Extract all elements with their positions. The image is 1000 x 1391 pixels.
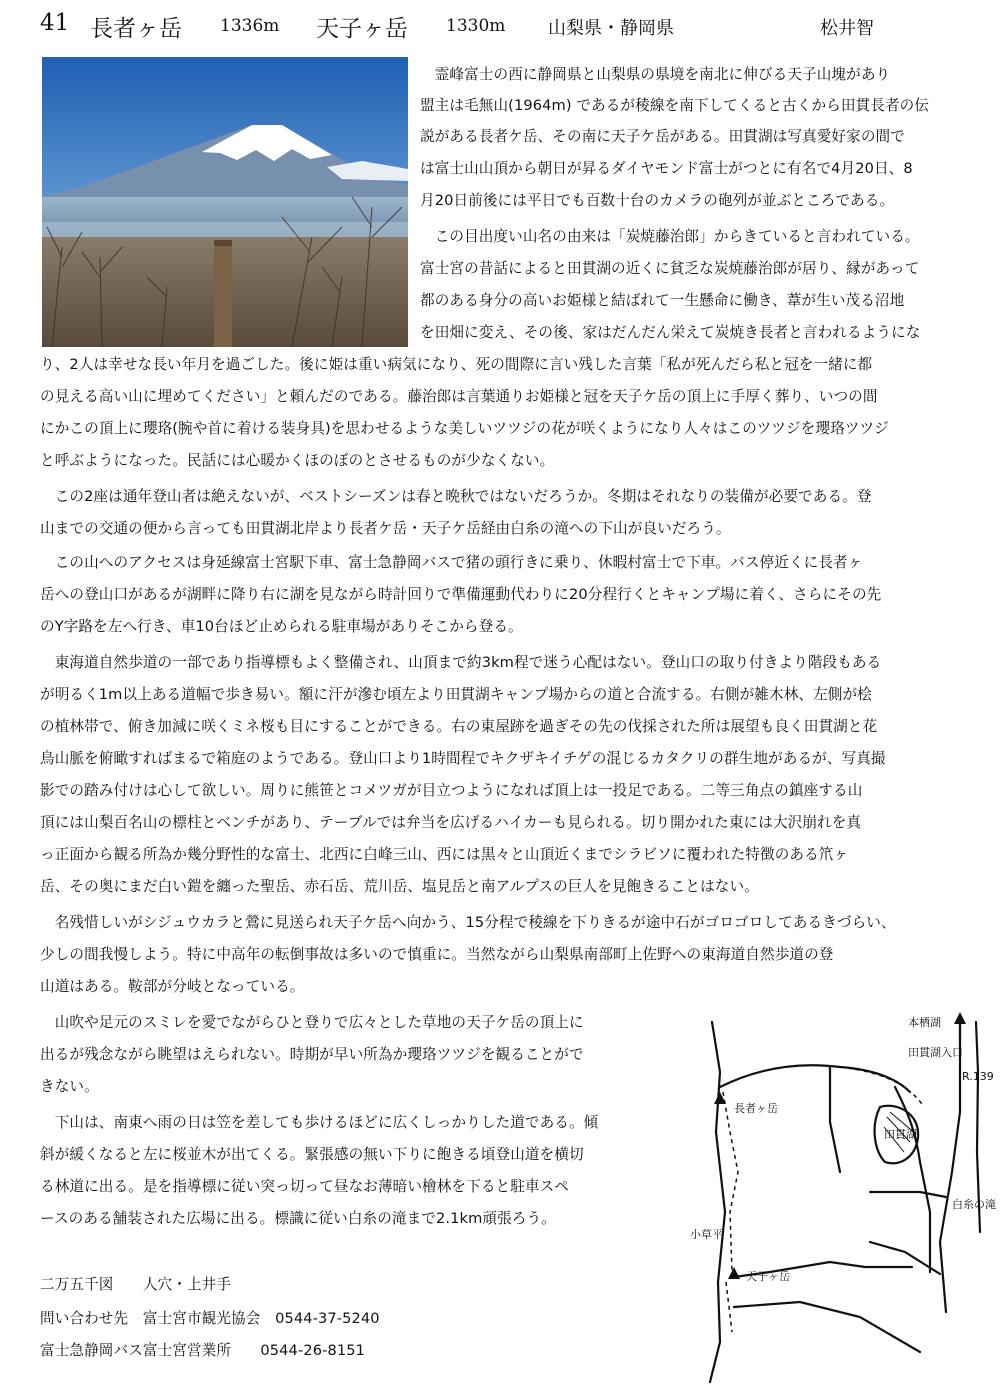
text-line: きない。	[40, 1078, 99, 1095]
text-line: この山へのアクセスは身延線富士宮駅下車、富士急静岡バスで猪の頭行きに乗り、休暇村富士で下車。バス停近くに長者ヶ	[40, 554, 863, 571]
prefectures: 山梨県・静岡県	[548, 18, 674, 39]
text-line: 名残惜しいがシジュウカラと鶯に見送られ天子ケ岳へ向かう、15分程で稜線を下りきるが途中石がゴロゴロしてあるきづらい、	[40, 914, 896, 931]
map-label-shiraito: 白糸の滝	[952, 1198, 996, 1211]
map-label-tanukiko: 田貫湖	[884, 1128, 917, 1141]
mount-fuji-photo	[42, 57, 408, 347]
elevation-1: 1336m	[220, 16, 280, 36]
text-line: 霊峰富士の西に静岡県と山梨県の県境を南北に伸びる天子山塊があり	[420, 66, 891, 83]
text-line: 都のある身分の高いお姫様と結ばれて一生懸命に働き、葦が生い茂る沼地	[420, 292, 905, 309]
text-line: は富士山山頂から朝日が昇るダイヤモンド富士がつとに有名で4月20日、8	[420, 160, 913, 177]
text-line: る林道に出る。是を指導標に従い突っ切って昼なお薄暗い檜林を下ると駐車スペ	[40, 1178, 569, 1195]
text-line: 影での踏み付けは心して欲しい。周りに熊笹とコメツガが目立つようになれば頂上は一投足である。二等三角点の鎮座する山	[40, 782, 863, 799]
text-line: が明るく1m以上ある道幅で歩き易い。額に汗が滲む頃左より田貫湖キャンプ場からの道と合流する。右側が雑木林、左側が桧	[40, 686, 872, 703]
text-line: にかこの頂上に瓔珞(腕や首に着ける装身具)を思わせるような美しいツツジの花が咲くようになり人々はこのツツジを瓔珞ツツジ	[40, 420, 889, 437]
map-label-tanuki-entrance: 田貫湖入口	[908, 1046, 963, 1059]
text-line: 盟主は毛無山(1964m) であるが稜線を南下してくると古くから田貫長者の伝	[420, 97, 929, 114]
text-line: の見える高い山に埋めてください」と頼んだのである。藤治郎は言葉通りお姫様と冠を天子ケ岳の頂上に手厚く葬り、いつの間	[40, 388, 878, 405]
text-line: 山吹や足元のスミレを愛でながらひと登りで広々とした草地の天子ケ岳の頂上に	[40, 1014, 584, 1031]
map-label-chojagatake: 長者ヶ岳	[734, 1102, 778, 1115]
map-label-tenshigatake: 天子ヶ岳	[746, 1270, 790, 1283]
author: 松井智	[820, 18, 874, 39]
map-label-motosu: 本栖湖	[908, 1016, 941, 1029]
mountain-name-2: 天子ヶ岳	[316, 16, 408, 42]
text-line: 頂には山梨百名山の標柱とベンチがあり、テーブルでは弁当を広げるハイカーも見られる。切り開かれた東には大沢崩れを真	[40, 814, 862, 831]
text-line: 下山は、南東へ雨の日は笠を差しても歩けるほどに広くしっかりした道である。傾	[40, 1114, 599, 1131]
text-line: 富士宮の昔話によると田貫湖の近くに貧乏な炭焼藤治郎が居り、縁があって	[420, 260, 920, 277]
text-line: 説がある長者ケ岳、その南に天子ケ岳がある。田貫湖は写真愛好家の間で	[420, 128, 905, 145]
chapter-number: 41	[40, 10, 70, 36]
mountain-name-1: 長者ヶ岳	[90, 16, 182, 42]
map-sheet-info: 二万五千図 人穴・上井手	[40, 1276, 232, 1293]
text-line: この2座は通年登山者は絶えないが、ベストシーズンは春と晩秋ではないだろうか。冬期はそれなりの装備が必要である。登	[40, 488, 872, 505]
contact-bus: 富士急静岡バス富士宮営業所 0544-26-8151	[40, 1342, 365, 1359]
text-line: 斜が緩くなると左に桜並木が出てくる。緊張感の無い下りに飽きる頃登山道を横切	[40, 1146, 584, 1163]
text-line: 山までの交通の便から言っても田貫湖北岸より長者ケ岳・天子ケ岳経由白糸の滝への下山が良いだろう。	[40, 520, 731, 537]
elevation-2: 1330m	[446, 16, 506, 36]
text-line: この目出度い山名の由来は「炭焼藤治郎」からきていると言われている。	[420, 228, 920, 245]
text-line: と呼ぶようになった。民話には心暖かくほのぼのとさせるものが少なくない。	[40, 452, 555, 469]
map-label-kusadaira: 小草平	[690, 1228, 723, 1241]
text-line: のY字路を左へ行き、車10台ほど止められる駐車場がありそこから登る。	[40, 618, 523, 635]
text-line: 岳への登山口があるが湖畔に降り右に湖を見ながら時計回りで準備運動代わりに20分程行くとキャンプ場に着く、さらにその先	[40, 586, 882, 603]
text-line: 山道はある。鞍部が分岐となっている。	[40, 978, 305, 995]
text-line: 少しの間我慢しよう。特に中高年の転倒事故は多いので慎重に。当然ながら山梨県南部町上佐野への東海道自然歩道の登	[40, 946, 834, 963]
map-label-route: R.139	[962, 1070, 994, 1083]
contact-tourism: 問い合わせ先 富士宮市観光協会 0544-37-5240	[40, 1310, 380, 1327]
text-line: 鳥山脈を俯瞰すればまるで箱庭のようである。登山口より1時間程でキクザキイチゲの混じるカタクリの群生地があるが、写真撮	[40, 750, 886, 767]
text-line: 出るが残念ながら眺望はえられない。時期が早い所為か瓔珞ツツジを観ることがで	[40, 1046, 584, 1063]
text-line: の植林帯で、俯き加減に咲くミネ桜も目にすることができる。右の東屋跡を過ぎその先の伐採された所は展望も良く田貫湖と花	[40, 718, 878, 735]
text-line: 東海道自然歩道の一部であり指導標もよく整備され、山頂まで約3km程で迷う心配はない。登山口の取り付きより階段もある	[40, 654, 882, 671]
text-line: 岳、その奥にまだ白い鎧を纏った聖岳、赤石岳、荒川岳、塩見岳と南アルプスの巨人を見飽きることはない。	[40, 878, 759, 895]
text-line: っ正面から観る所為か幾分野性的な富士、北西に白峰三山、西には黒々と山頂近くまでシラビソに覆われた特徴のある笊ヶ	[40, 846, 849, 863]
route-map	[690, 1012, 996, 1387]
text-line: ースのある舗装された広場に出る。標識に従い白糸の滝まで2.1km頑張ろう。	[40, 1210, 556, 1227]
text-line: を田畑に変え、その後、家はだんだん栄えて炭焼き長者と言われるようにな	[420, 324, 921, 341]
text-line: り、2人は幸せな長い年月を過ごした。後に姫は重い病気になり、死の間際に言い残した言葉「私が死んだら私と冠を一緒に都	[40, 356, 873, 373]
page-header	[40, 10, 980, 46]
text-line: 月20日前後には平日でも百数十台のカメラの砲列が並ぶところである。	[420, 192, 895, 209]
